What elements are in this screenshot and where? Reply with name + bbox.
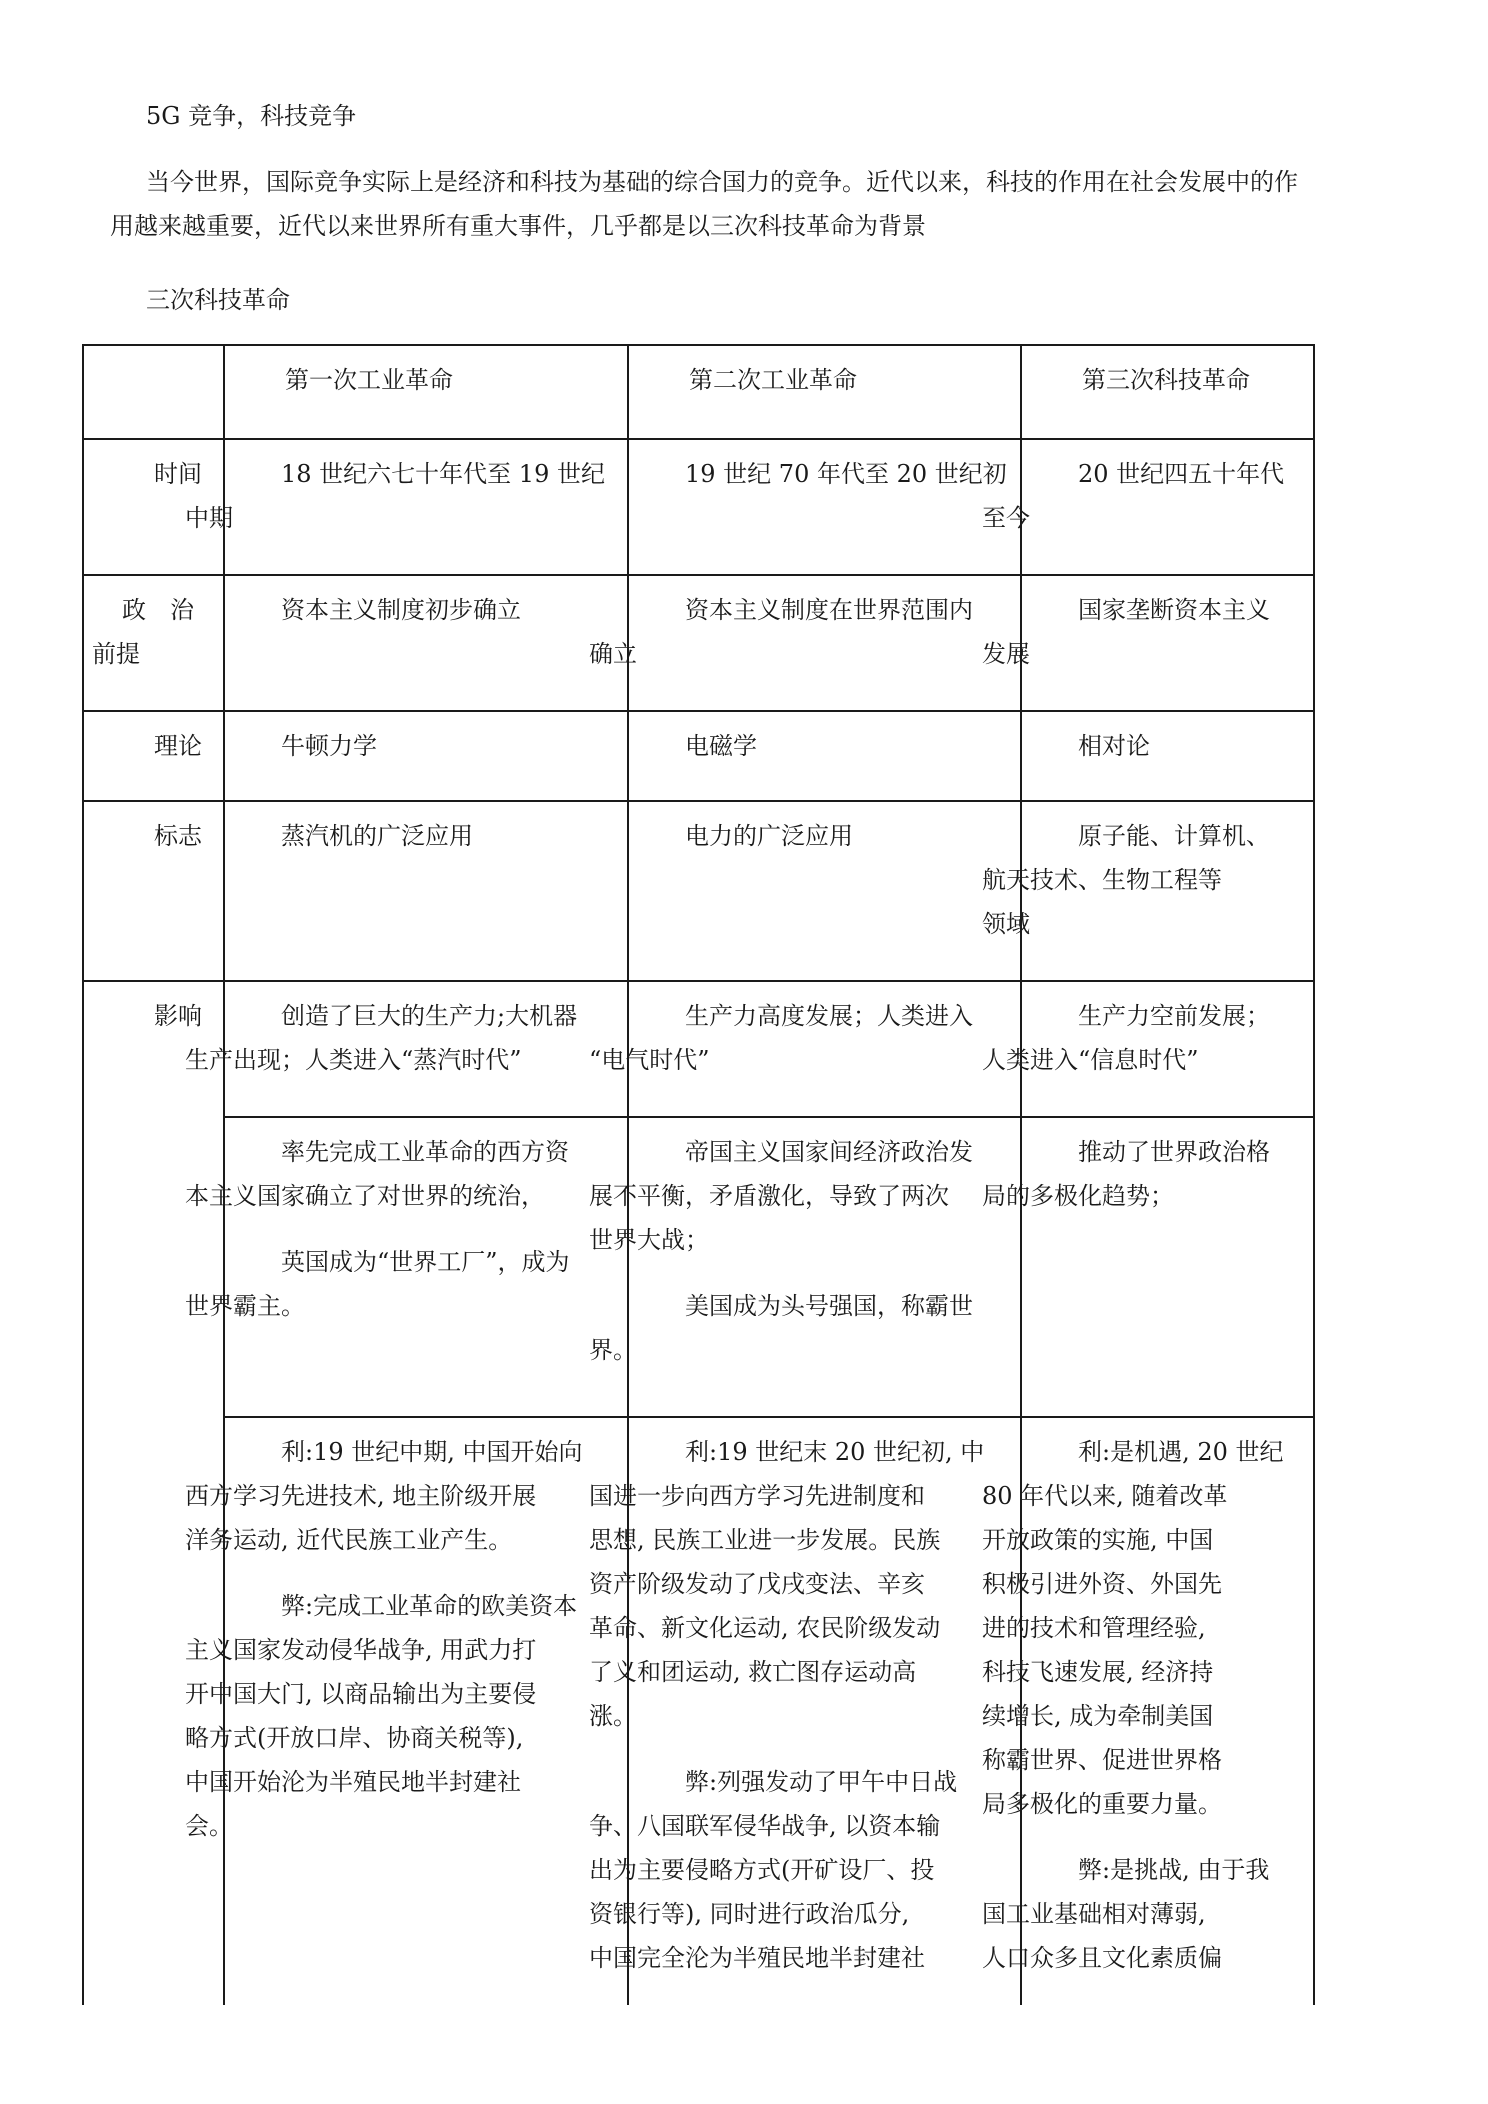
subsection-heading: 三次科技革命 xyxy=(146,286,290,314)
table-cell: 19 世纪 70 年代至 20 世纪初 xyxy=(628,439,1021,575)
table-row-impact xyxy=(83,981,1314,1117)
header-corner-cell xyxy=(83,345,224,439)
header-cell: 第一次工业革命 xyxy=(224,345,628,439)
table-cell: 资本主义制度初步确立 xyxy=(224,575,628,711)
header-cell: 第二次工业革命 xyxy=(628,345,1021,439)
table-cell: 牛顿力学 xyxy=(224,711,628,801)
table-header-row xyxy=(83,345,1314,439)
table-cell: 利:是机遇, 20 世纪 80 年代以来, 随着改革 开放政策的实施, 中国 积极引进外资、外国先 进的技术和管理经验, 科技飞速发展, 经济持 续增长, 成为牵制美国 称霸世界、促进世界格 局多极化的重要力量。 弊:是挑战, 由于我 国工业基础相对薄弱, 人口众多且文化素质偏 xyxy=(1021,1417,1314,2005)
row-label: 时间 xyxy=(83,439,224,575)
table-cell: 相对论 xyxy=(1021,711,1314,801)
table-cell: 18 世纪六七十年代至 19 世纪 中期 xyxy=(224,439,628,575)
table-cell: 利:19 世纪中期, 中国开始向 西方学习先进技术, 地主阶级开展 洋务运动, 近代民族工业产生。 弊:完成工业革命的欧美资本 主义国家发动侵华战争, 用武力打 开中国大门, 以商品输出为主要侵 略方式(开放口岸、协商关税等), 中国开始沦为半殖民地半封建社 会。 xyxy=(224,1417,628,2005)
table-row-politics xyxy=(83,575,1314,711)
table-cell: 原子能、计算机、 航天技术、生物工程等 领域 xyxy=(1021,801,1314,981)
table-row-impact-world xyxy=(83,1117,1314,1417)
table-cell: 率先完成工业革命的西方资 本主义国家确立了对世界的统治， 英国成为“世界工厂”，成为 世界霸主。 xyxy=(224,1117,628,1417)
row-label: 理论 xyxy=(83,711,224,801)
table-cell: 推动了世界政治格 局的多极化趋势； xyxy=(1021,1117,1314,1417)
table-cell: 创造了巨大的生产力;大机器 生产出现；人类进入“蒸汽时代” xyxy=(224,981,628,1117)
header-cell: 第三次科技革命 xyxy=(1021,345,1314,439)
table-cell: 电磁学 xyxy=(628,711,1021,801)
table-row-impact-china xyxy=(83,1417,1314,2005)
revolution-table xyxy=(82,344,1315,2005)
row-label: 标志 xyxy=(83,801,224,981)
table-cell: 生产力高度发展；人类进入 “电气时代” xyxy=(628,981,1021,1117)
row-label: 政 治 前提 xyxy=(83,575,224,711)
table-cell: 国家垄断资本主义 发展 xyxy=(1021,575,1314,711)
intro-line: 用越来越重要，近代以来世界所有重大事件，几乎都是以三次科技革命为背景 xyxy=(110,212,926,240)
table-row-theory xyxy=(83,711,1314,801)
table-cell: 电力的广泛应用 xyxy=(628,801,1021,981)
table-cell: 20 世纪四五十年代 至今 xyxy=(1021,439,1314,575)
table-row-time xyxy=(83,439,1314,575)
intro-line: 当今世界，国际竞争实际上是经济和科技为基础的综合国力的竞争。近代以来，科技的作用在社会发展中的作 xyxy=(146,168,1298,196)
table-row-symbol xyxy=(83,801,1314,981)
table-cell: 帝国主义国家间经济政治发 展不平衡，矛盾激化，导致了两次 世界大战； 美国成为头号强国，称霸世 界。 xyxy=(628,1117,1021,1417)
table-cell: 生产力空前发展； 人类进入“信息时代” xyxy=(1021,981,1314,1117)
table-cell: 资本主义制度在世界范围内 确立 xyxy=(628,575,1021,711)
intro-paragraph xyxy=(110,160,1436,248)
section-heading: 5G 竞争，科技竞争 xyxy=(146,102,357,130)
table-cell: 蒸汽机的广泛应用 xyxy=(224,801,628,981)
table-cell: 利:19 世纪末 20 世纪初, 中 国进一步向西方学习先进制度和 思想, 民族工业进一步发展。民族 资产阶级发动了戊戌变法、辛亥 革命、新文化运动, 农民阶级发动 了义和团运动, 救亡图存运动高 涨。 弊:列强发动了甲午中日战 争、八国联军侵华战争, 以资本输 出为主要侵略方式(开矿设厂、投 资银行等), 同时进行政治瓜分, 中国完全沦为半殖民地半封建社 xyxy=(628,1417,1021,2005)
row-label: 影响 xyxy=(83,981,224,2005)
